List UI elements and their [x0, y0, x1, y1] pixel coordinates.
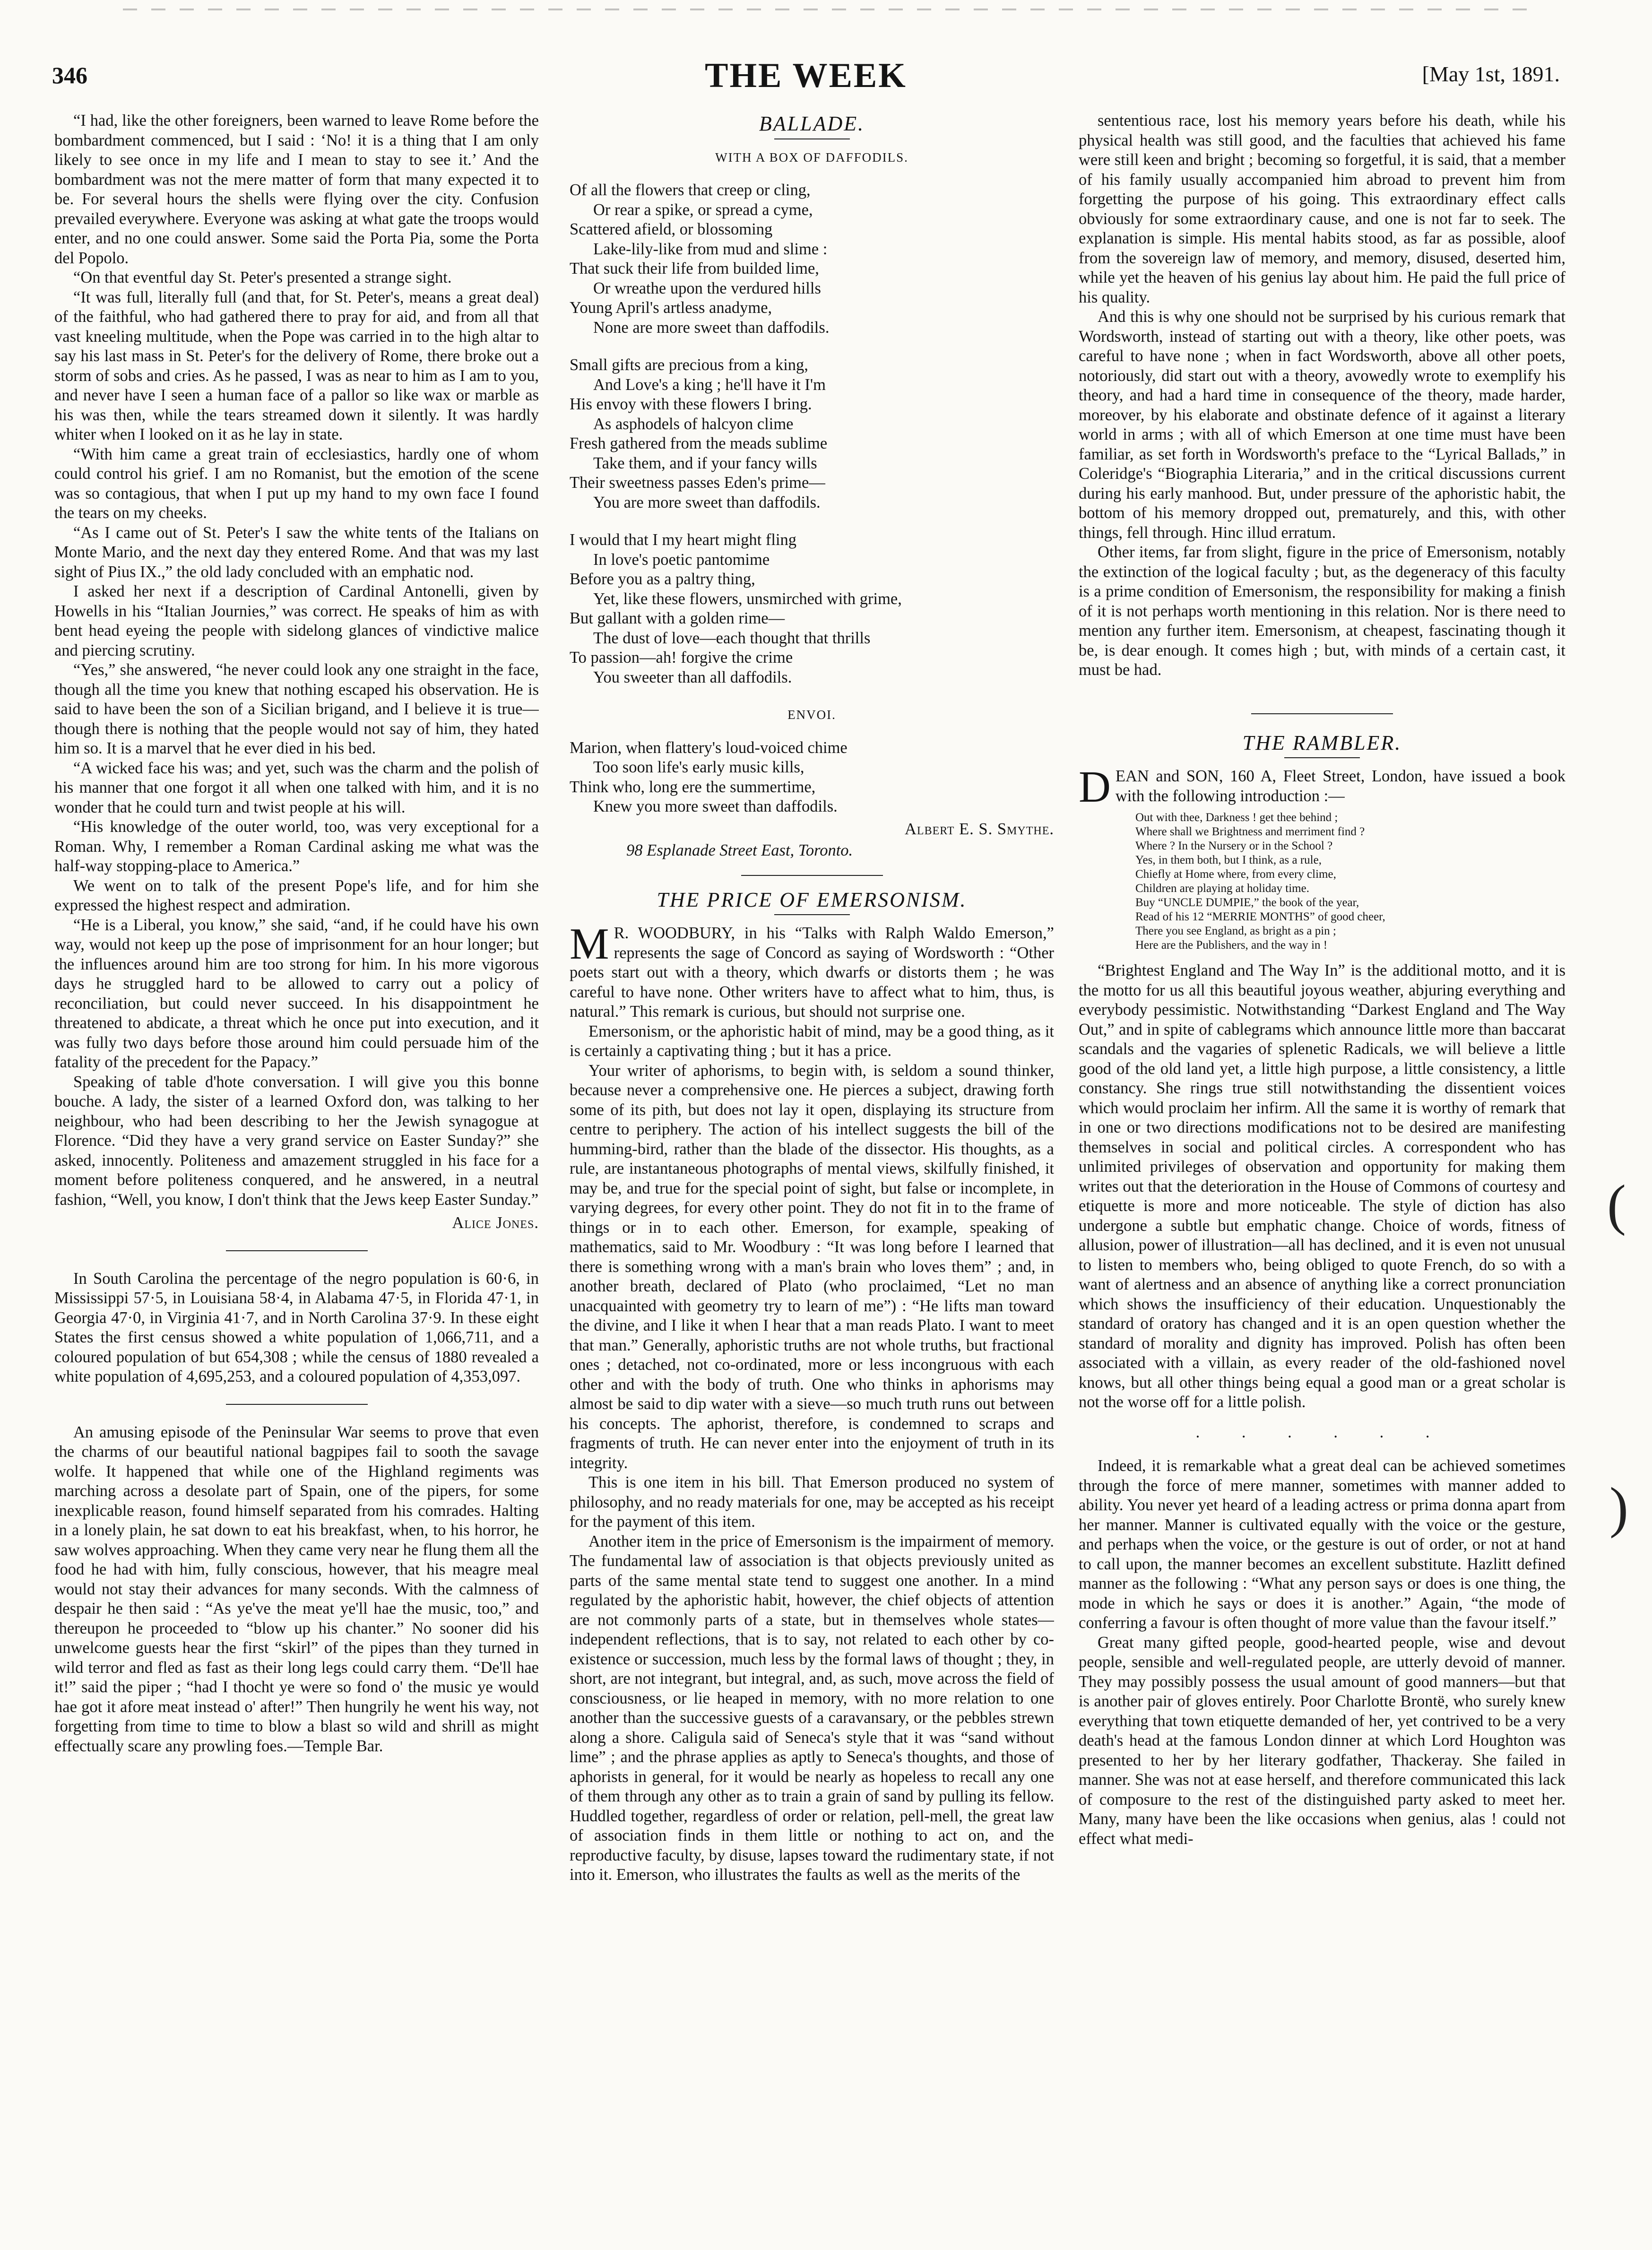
poem-line: To passion—ah! forgive the crime — [570, 649, 793, 666]
essay-paragraph: sententious race, lost his memory years before his death, while his physical health was still good, and the faculties that achieved his fame were still keen and bright ; becoming so forgetful, it is said, that a member of his family usually accompanied him abroad to prevent him from forgetting the purpose of his going. This extraordinary effect calls obviously for some extraordinary cause, and one is not far to seek. The explanation is simple. His mental habits stood, as far as possible, aloof from the sovereign law of memory, and memory, disused, deserted him, while yet the heaven of his genius lay about him. He paid the full price of his quality. — [1079, 112, 1566, 306]
column-1 — [54, 111, 539, 2229]
poem-line: Think who, long ere the summertime, — [570, 778, 816, 796]
carolina-paragraph: In South Carolina the percentage of the negro population is 60·6, in Mississippi 57·5, in Louisiana 58·4, in Alabama 47·5, in Florida 47·1, in Georgia 47·0, in Virginia 41·7, and in North Carolina 37·9. In these eight States the first census showed a white population of 1,066,711, and a coloured population of but 654,308 ; while the census of 1880 revealed a white population of 4,695,253, and a coloured population of 4,353,097. — [54, 1269, 539, 1385]
poem-line: Their sweetness passes Eden's prime— — [570, 474, 825, 492]
story-paragraph: Speaking of table d'hote conversation. I will give you this bonne bouche. A lady, the sister of a learned Oxford don, was talking to her neighbour, who had been describing to her the Jewish synagogue at Florence. “Did they have a very grand service on Easter Sunday?” she asked, innocently. Politeness and amazement struggled in his face for a moment before politeness conquered, and he answered, in a neutral fashion, “Well, you know, I don't think that the Jews keep Easter Sunday.” — [54, 1073, 539, 1209]
poem-line: Buy “UNCLE DUMPIE,” the book of the year, — [1135, 896, 1359, 909]
story-paragraph: “It was full, literally full (and that, for St. Peter's, means a great deal) of the faithful, who had gathered there to pray for aid, and from all that vast kneeling multitude, when the Pope was carried in to the high altar to say his last mass in St. Peter's for the delivery of Rome, there broke out a storm of sobs and cries. As he passed, I was as near to him as I am to you, and never have I seen a human face of a pallor so like wax or marble as his was then, while the tears streamed down it silently. It was hardly whiter when I looked on it as he lay in state. — [54, 288, 539, 443]
poem-line: You are more sweet than daffodils. — [593, 493, 821, 511]
rambler-paragraph: Great many gifted people, good-hearted people, wise and devout people, sensible and well-regulated people, are utterly devoid of manner. They may possibly possess the usual amount of good manners—but that is another pair of gloves entirely. Poor Charlotte Brontë, who surely knew everything that town etiquette demanded of her, yet contrived to be a very death's head at the famous London dinner at which Lord Houghton was presented to her by her literary godfather, Thackeray. She failed in manner. She was not at ease herself, and therefore communicated this lack of composure to the rest of the distinguished party asked to meet her. Many, many have been the like occasions when genius, alas ! could not effect what medi- — [1079, 1633, 1566, 1848]
poem-line: Where ? In the Nursery or in the School ? — [1135, 839, 1333, 852]
rambler-first-text: EAN and SON, 160 A, Fleet Street, London, have issued a book with the following introduction :— — [1115, 767, 1566, 805]
rambler-body — [1079, 961, 1566, 1412]
essay-paragraph: Other items, far from slight, figure in the price of Emersonism, notably the extinction of the logical faculty ; but, as the degeneracy of this faculty is a prime condition of Emersonism, the responsibility for making a finish of it is not perhaps worth mentioning in this relation. Nor is there need to mention any further item. Emersonism, at cheapest, fascinating though it be, is dear enough. It comes high ; but, with minds of a certain cast, it must be had. — [1079, 543, 1566, 679]
essay-first-text: R. WOODBURY, in his “Talks with Ralph Waldo Emerson,” represents the sage of Concord as saying of Wordsworth : “Other poets start out with a theory, which dwarfs or distorts them ; he was careful to have none. Other writers have to affect what to him, thus, is natural.” This remark is curious, but should not surprise one. — [570, 924, 1054, 1021]
essay-title: THE PRICE OF EMERSONISM. — [657, 888, 967, 911]
ballade-title: BALLADE. — [759, 112, 865, 135]
poem-line: None are more sweet than daffodils. — [593, 318, 830, 337]
stanza-1 — [570, 181, 1054, 338]
poem-signature: Albert E. S. Smythe. — [905, 820, 1054, 838]
title-rule — [774, 138, 850, 139]
story-paragraph: “Yes,” she answered, “he never could look any one straight in the face, though all the time you knew that nothing escaped his observation. He is said to have been the son of a Sicilian brigand, and I believe it is true—though there is nothing that the people would not say of him, they hated him so. It is a marvel that he ever died in his bed. — [54, 661, 539, 757]
poem-line: As asphodels of halcyon clime — [593, 415, 794, 433]
essay-paragraph: And this is why one should not be surprised by his curious remark that Wordsworth, instead of starting out with a theory, like other poets, was careful to have none ; when in fact Wordsworth, above all other poets, notoriously, did start out with a theory, avowedly wrote to exemplify his theory, and had a hard time in consequence of the theory, made harder, moreover, by his elaborate and obstinate defence of it against a literary world in arms ; with all of which Emerson at one time must have been familiar, as set forth in Wordsworth's preface to the “Lyrical Ballads,” in Coleridge's “Biographia Literaria,” and in the critical discussions current during his early manhood. But, under pressure of the aphoristic habit, the bottom of his memory dropped out, prematurely, and this, with other things, fell through. Hinc illud erratum. — [1079, 308, 1566, 542]
story-body — [54, 111, 539, 1210]
issue-date: [May 1st, 1891. — [1422, 62, 1560, 86]
envoi-title: ENVOI. — [787, 708, 836, 722]
column-3 — [1079, 111, 1566, 2229]
story-signature: Alice Jones. — [452, 1214, 539, 1232]
poem-line: Knew you more sweet than daffodils. — [593, 797, 838, 815]
poem-line: Out with thee, Darkness ! get thee behind ; — [1135, 811, 1338, 824]
story-paragraph: “A wicked face his was; and yet, such was the charm and the polish of his manner that one forgot it all when one talked with him, and it is no wonder that he could turn and twist people at his will. — [54, 759, 539, 816]
story-paragraph: “I had, like the other foreigners, been warned to leave Rome before the bombardment commenced, but I said : ‘No! it is a thing that I am only likely to see once in my life and I mean to stay to see it.’ And the bombardment was not the mere matter of form that many expected it to be. For several hours the shells were flying over the city. Confusion prevailed everywhere. Everyone was asking at what gate the troops would enter, and no one could answer. Some said the Porta Pia, some the Porta del Popolo. — [54, 112, 539, 267]
poem-line: Read of his 12 “MERRIE MONTHS” of good cheer, — [1135, 910, 1385, 923]
column-2 — [570, 111, 1054, 2229]
section-divider — [226, 1250, 368, 1251]
poem-line: Chiefly at Home where, from every clime, — [1135, 868, 1336, 881]
margin-bracket-mark: ( — [1607, 1173, 1626, 1236]
story-paragraph: “As I came out of St. Peter's I saw the white tents of the Italians on Monte Mario, and the next day they entered Rome. And that was my last sight of Pius IX.,” the old lady concluded with an emphatic nod. — [54, 523, 539, 581]
section-divider — [741, 875, 883, 876]
envoi-stanza — [570, 738, 1054, 817]
stanza-2 — [570, 355, 1054, 512]
poem-line: Yet, like these flowers, unsmirched with grime, — [593, 589, 902, 608]
poem-line: Where shall we Brightness and merriment find ? — [1135, 825, 1365, 838]
poem-line: But gallant with a golden rime— — [570, 609, 785, 627]
story-paragraph: “He is a Liberal, you know,” she said, “and, if he could have his own way, would not keep up the pose of imprisonment for an hour longer; but the influences around him are too strong for him. In his more vigorous days he struggled hard to be allowed to carry out a policy of reconciliation, but could never succeed. In his disappointment he threatened to abdicate, a threat which he once put into execution, and it was fully two days before those around him could persuade him of the fatality of the precedent for the Papacy.” — [54, 916, 539, 1071]
drop-cap: M — [570, 919, 609, 969]
essay-paragraph: Another item in the price of Emersonism is the impairment of memory. The fundamental law of association is that objects previously united as parts of the same mental state tend to suggest one another. In a mind regulated by the aphoristic habit, however, the chief objects of attention are not commonly parts of a state, but in themselves whole states—independent reflections, that is to say, not related to each other by co-existence or succession, much less by the formal laws of thought ; they, in short, are not integrant, but integral, and, as such, move across the field of consciousness, or lie heaped in memory, with no more relation to one another than the successive guests of a caravansary, or the pebbles strewn along a shore. Caligula said of Seneca's style that it was “sand without lime” ; and the phrase applies as aptly to Seneca's thoughts, and those of aphorists in general, for it would be nearly as hopeless to recall any one of them through any other as to train a grain of sand by pulling its fellow. Huddled together, regardless of order or relation, pell-mell, the great law of association finds in them little or nothing to act on, and the reproductive faculty, by disuse, lapses toward the rudimentary state, if not into it. Emerson, who illustrates the faults as well as the merits of the — [570, 1532, 1054, 1884]
poem-line: Or rear a spike, or spread a cyme, — [593, 200, 813, 219]
story-paragraph: “His knowledge of the outer world, too, was very exceptional for a Roman. Why, I remember a Roman Cardinal asking me what was the half-way stopping-place to America.” — [54, 818, 539, 875]
essay-continuation — [1079, 111, 1566, 680]
poem-line: And Love's a king ; he'll have it I'm — [593, 375, 826, 394]
rambler-paragraph: “Brightest England and The Way In” is the additional motto, and it is the motto for us all this beautiful joyous weather, abjuring everything and everybody pessimistic. Notwithstanding “Darkest England and The Way Out,” and in spite of cablegrams which announce little more than baccarat scandals and the vagaries of splenetic Radicals, we will believe a little good of the old land yet, a little high purpose, a little consistency, a little constancy. She rings true still notwithstanding the dissentient voices which would proclaim her infirm. All the same it is worthy of remark that in one or two directions modifications not to be desired are manifesting themselves in social and political circles. A correspondent who has unlimited privileges of observation and opportunity for making them writes out that the deterioration in the House of Commons of courtesy and etiquette is more and more noticeable. The style of diction has also undergone a subtle but emphatic change. Choice of words, fitness of allusion, power of illustration—all has declined, and it is even not unusual to listen to members who, being obliged to quote French, do so with a want of alertness and an absence of anything like a correct pronunciation which shows the insufficiency of their education. Unquestionably the standard of oratory has changed and it is an open question whether the standard of morality and dignity has improved. Polish has often been associated with a villain, as every reader of the old-fashioned novel knows, but all other things being equal a good man or a great scholar is not the worse off for a little polish. — [1079, 961, 1566, 1411]
section-divider — [1251, 713, 1393, 714]
masthead — [52, 56, 1560, 103]
rambler-paragraph: Indeed, it is remarkable what a great deal can be achieved sometimes through the force of mere manner, sometimes with manner added to ability. You never yet heard of a leading actress or prima donna apart from her manner. Manner is cultivated equally with the voice or the gesture, and perhaps when the voice, or the gesture is out of order, or not at hand to call upon, the manner becomes an excellent substitute. Hazlitt defined manner as the following : “What any person says or does is one thing, the mode in which he says or does it is another.” Again, “the mode of conferring a favour is often thought of more value than the favour itself.” — [1079, 1457, 1566, 1632]
essay-paragraph: Your writer of aphorisms, to begin with, is seldom a sound thinker, because never a comprehensive one. He pierces a subject, drawing forth some of its pith, but does not lay it open, displaying its structure from centre to periphery. The action of his intellect suggests the bill of the humming-bird, rather than the blade of the dissector. His thoughts, as a rule, are instantaneous photographs of mental views, skilfully finished, it may be, and true for the special point of sight, but false or incomplete, in varying degrees, for every other point. They do not fit in to the frame of things or in to each other. Emerson, for example, speaking of mathematics, said to Mr. Woodbury : “It was long before I learned that there is something wrong with a man's brain who loves them” ; and, in another breath, declared of Plato (who proclaimed, “Let no man unacquainted with geometry try to learn of me”) : “He lifts man toward the divine, and I like it when I hear that a man reads Plato. I want to meet that man.” Generally, aphoristic truths are not whole truths, but fractional ones ; detached, not co-ordinated, more or less incongruous with each other and with the body of truth. One who thinks in aphorisms may almost be said to dip water with a sieve—so much truth runs out between his concepts. The aphorist, therefore, is condemned to scraps and fragments of truth. He can never enter into the enjoyment of truth in its integrity. — [570, 1061, 1054, 1472]
ballade-subtitle: WITH A BOX OF DAFFODILS. — [715, 150, 908, 164]
drop-cap: D — [1079, 762, 1111, 812]
rambler-body-continued — [1079, 1456, 1566, 1849]
poem-line: Small gifts are precious from a king, — [570, 356, 808, 374]
rambler-first-paragraph — [1079, 762, 1566, 812]
ballade-poem — [570, 181, 1054, 861]
title-rule — [774, 914, 850, 915]
poem-line: You sweeter than all daffodils. — [593, 668, 792, 686]
page-number: 346 — [52, 62, 87, 88]
story-paragraph: “With him came a great train of ecclesiastics, hardly one of whom could control his grief. I am no Romanist, but the emotion of the scene was so contagious, that when I put up my hand to my own face I found the tears on my cheeks. — [54, 445, 539, 522]
poem-line: There you see England, as bright as a pin ; — [1135, 925, 1336, 937]
poem-line: Of all the flowers that creep or cling, — [570, 181, 811, 199]
introduction-verse — [1135, 811, 1566, 952]
title-rule — [1284, 757, 1360, 758]
essay-body — [570, 1022, 1054, 1885]
section-divider — [226, 1404, 368, 1405]
poem-line: Fresh gathered from the meads sublime — [570, 434, 828, 452]
poem-line: Lake-lily-like from mud and slime : — [593, 240, 828, 258]
stanza-3 — [570, 530, 1054, 687]
poem-line: The dust of love—each thought that thrills — [593, 629, 871, 647]
poem-address: 98 Esplanade Street East, Toronto. — [626, 841, 853, 859]
rambler-title: THE RAMBLER. — [1242, 731, 1402, 754]
section-break-dots: . . . . . . — [1195, 1423, 1449, 1441]
poem-line: Here are the Publishers, and the way in ! — [1135, 939, 1328, 952]
poem-line: His envoy with these flowers I bring. — [570, 395, 812, 413]
poem-line: Young April's artless anadyme, — [570, 299, 772, 317]
poem-line: Marion, when flattery's loud-voiced chime — [570, 738, 848, 757]
poem-line: Before you as a paltry thing, — [570, 570, 755, 588]
essay-paragraph: Emersonism, or the aphoristic habit of mind, may be a good thing, as it is certainly a captivating thing ; but it has a price. — [570, 1022, 1054, 1060]
publication-title: THE WEEK — [705, 56, 907, 95]
poem-line: Take them, and if your fancy wills — [593, 454, 817, 472]
bagpipe-paragraph: An amusing episode of the Peninsular War seems to prove that even the charms of our beautiful national bagpipes fail to sooth the savage wolfe. It happened that while one of the Highland regiments was marching across a desolate part of Spain, one of the pipers, for some inexplicable reason, found himself separated from his comrades. Halting in a lonely plain, he sat down to eat his breakfast, when, to his horror, he saw wolves approaching. When they came very near he flung them all the food he had with him, fully conscious, however, that his meagre meal would not stay their advances for many seconds. With the calmness of despair he then said : “As ye've the meat ye'll hae the music, too,” and thereupon he proceeded to “blow up his chanter.” No sooner did his unwelcome guests hear the first “skirl” of the pipes than they turned in wild terror and fled as fast as their long legs could carry them. “De'll hae it!” said the piper ; “had I thocht ye were so fond o' the music ye would hae got it afore meat instead o' after!” Then hungrily he went his way, not forgetting from time to time to blow a blast so wild and shrill as might effectually scare any prowling foes.—Temple Bar. — [54, 1423, 539, 1755]
poem-line: Or wreathe upon the verdured hills — [593, 279, 821, 297]
poem-line: Children are playing at holiday time. — [1135, 882, 1309, 895]
story-paragraph: “On that eventful day St. Peter's presented a strange sight. — [73, 268, 452, 286]
poem-line: I would that I my heart might fling — [570, 531, 797, 549]
poem-line: Too soon life's early music kills, — [593, 758, 804, 776]
poem-line: Yes, in them both, but I think, as a rule, — [1135, 854, 1322, 866]
scan-artifact-line — [123, 9, 1541, 10]
margin-bracket-mark: ) — [1609, 1476, 1628, 1539]
story-paragraph: We went on to talk of the present Pope's life, and for him she expressed the highest respect and admiration. — [54, 876, 539, 914]
poem-line: That suck their life from builded lime, — [570, 260, 819, 277]
essay-paragraph: This is one item in his bill. That Emerson produced no system of philosophy, and no ready materials for one, may be accepted as his receipt for the payment of this item. — [570, 1473, 1054, 1531]
story-paragraph: I asked her next if a description of Cardinal Antonelli, given by Howells in his “Italian Journies,” was correct. He speaks of him as with bent head eyeing the people with sidelong glances of vindictive malice and piercing scrutiny. — [54, 582, 539, 659]
poem-line: In love's poetic pantomime — [593, 550, 770, 569]
poem-line: Scattered afield, or blossoming — [570, 220, 773, 238]
essay-first-paragraph — [570, 919, 1054, 1022]
